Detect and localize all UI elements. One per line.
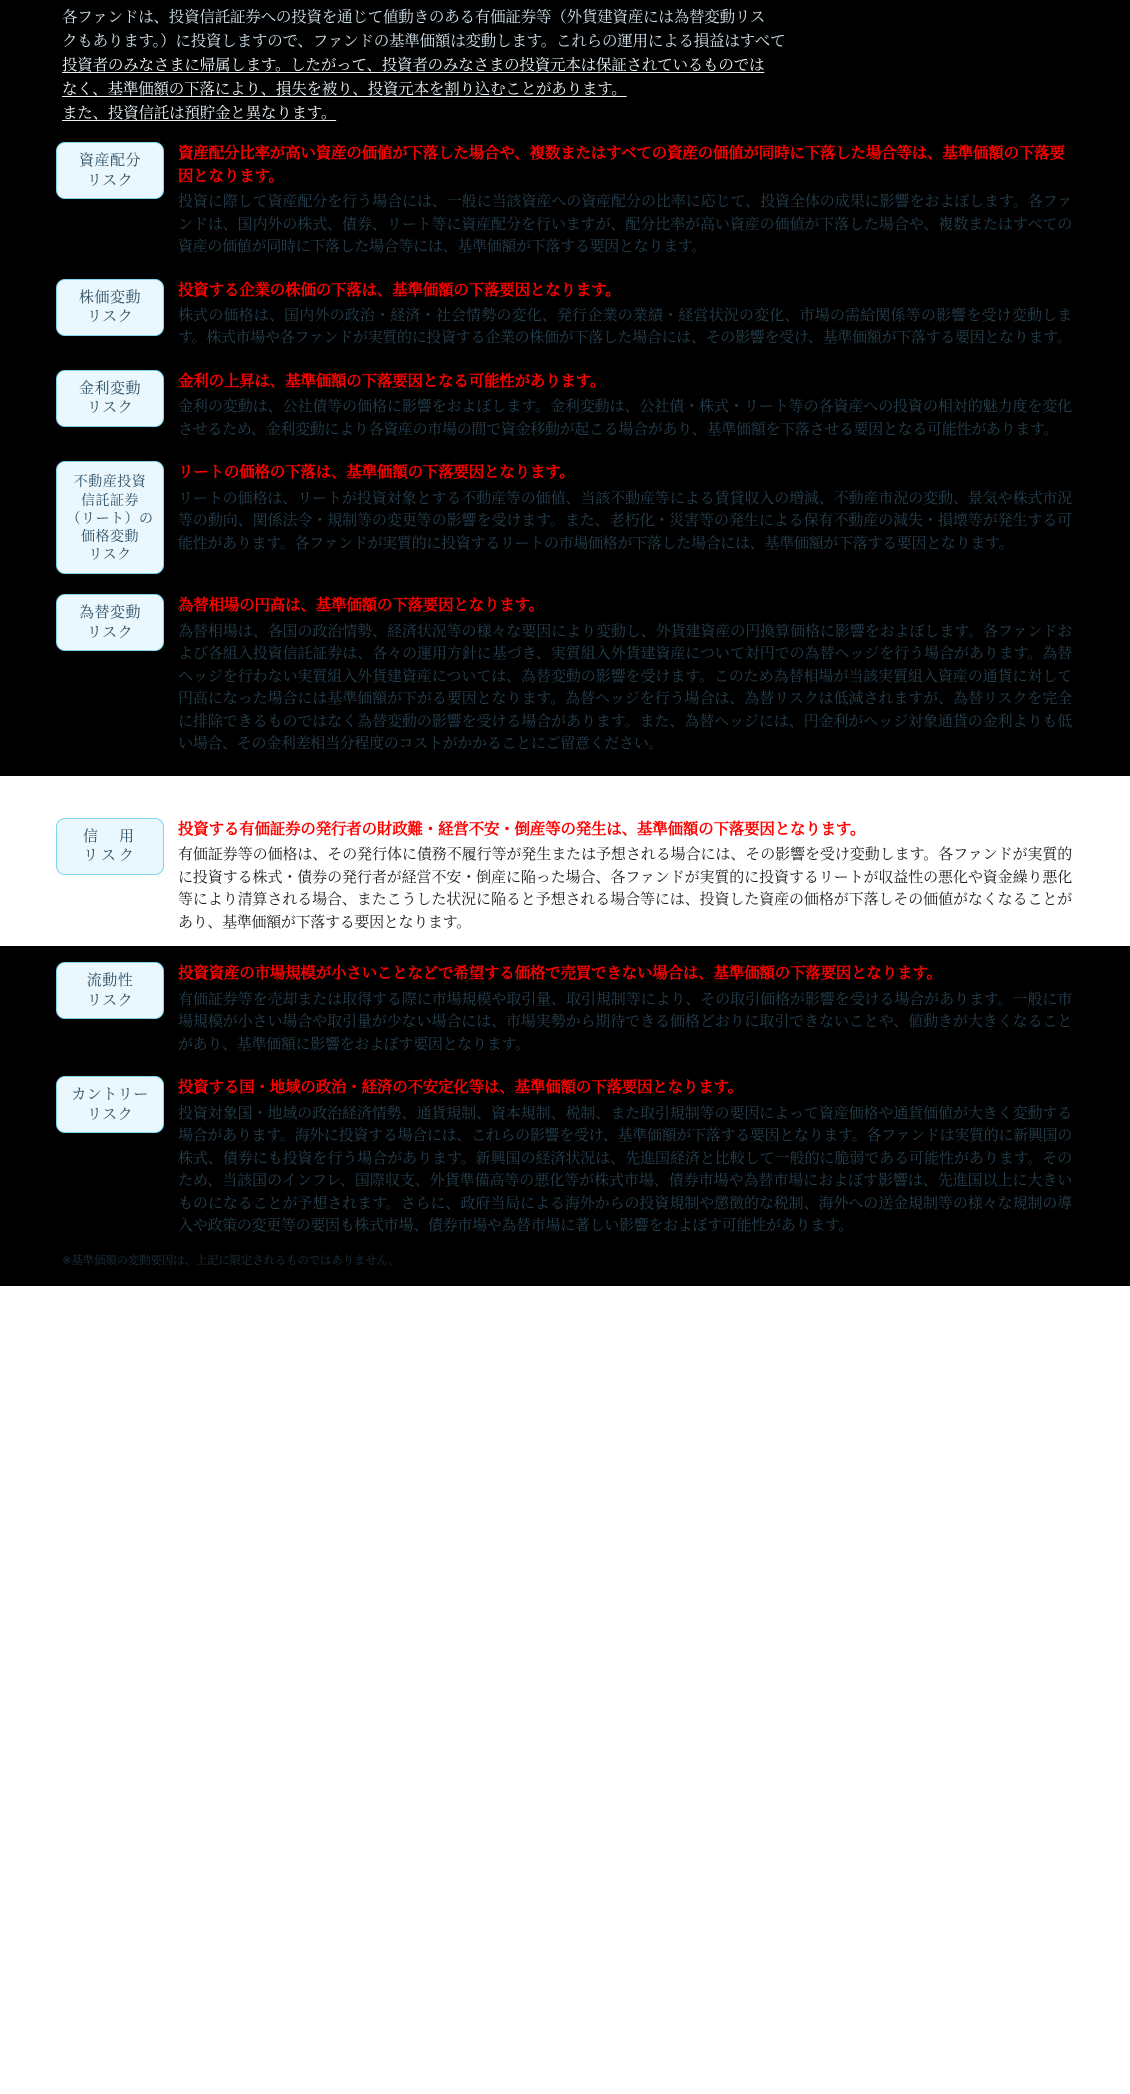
- risk-body: [178, 1076, 1072, 1237]
- risk-detail: 有価証券等の価格は、その発行体に債務不履行等が発生または予想される場合には、その影響を受け変動します。各ファンドが実質的に投資する株式・債券の発行者が経営不安・倒産に陥った場合、各ファンドが実質的に投資するリートが収益性の悪化や資金繰り悪化等により清算される場合、またこうした状況に陥ると予想される場合等には、投資した資産の価格が下落しその価値がなくなることがあり、基準価額が下落する要因となります。: [178, 846, 1072, 931]
- risk-tag-label: 信 用 リスク: [82, 827, 137, 865]
- risk-tag: [56, 370, 164, 427]
- risk-detail: 金利の変動は、公社債等の価格に影響をおよぼします。金利変動は、公社債・株式・リート等の各資産への投資の相対的魅力度を変化させるため、金利変動により各資産の市場の間で資金移動が起こる場合があり、基準価額を下落させる要因となる可能性があります。: [178, 398, 1072, 438]
- risk-tag: [56, 1076, 164, 1133]
- risk-tag-label: 資産配分 リスク: [78, 152, 141, 189]
- intro-line-5: また、投資信託は預貯金と異なります。: [62, 105, 337, 123]
- risk-headline: 金利の上昇は、基準価額の下落要因となる可能性があります。: [178, 372, 606, 390]
- risk-headline: リートの価格の下落は、基準価額の下落要因となります。: [178, 464, 575, 482]
- risk-tag-label: 金利変動 リスク: [78, 379, 141, 417]
- risk-item-price-fluctuation: [0, 269, 1130, 360]
- risk-item-asset-allocation: [0, 132, 1130, 268]
- risk-item-reit-price: [0, 451, 1130, 584]
- risk-detail: 有価証券等を売却または取得する際に市場規模や取引量、取引規制等により、その取引価格が影響を受ける場合があります。一般に市場規模が小さい場合や取引量が少ない場合には、市場実勢から期待できる価格どおりに取引できないことや、値動きが大きくなることがあり、基準価額に影響をおよぼす要因となります。: [178, 990, 1072, 1053]
- risk-tag-label: カントリー リスク: [71, 1086, 149, 1123]
- risk-tag-label: 流動性 リスク: [86, 972, 134, 1009]
- intro-line-3: 投資者のみなさまに帰属します。したがって、投資者のみなさまの投資元本は保証されているものでは: [62, 57, 765, 75]
- risk-tag: [56, 818, 164, 875]
- risk-body: [178, 461, 1072, 555]
- risk-tag: [56, 461, 164, 574]
- risk-body: [178, 142, 1072, 258]
- intro-line-1: 各ファンドは、投資信託証券への投資を通じて値動きのある有価証券等（外貨建資産には為替変動リス: [62, 9, 766, 26]
- risk-detail: 投資に際して資産配分を行う場合には、一般に当該資産への資産配分の比率に応じて、投資全体の成果に影響をおよぼします。各ファンドは、国内外の株式、債券、リート等に資産配分を行いますが、配分比率が高い資産の価値が下落した場合や、複数またはすべての資産の価値が同時に下落した場合等には、基準価額が下落する要因となります。: [178, 193, 1072, 256]
- risk-detail: 投資対象国・地域の政治経済情勢、通貨規制、資本規制、税制、また取引規制等の要因によって資産価格や通貨価値が大きく変動する場合があります。海外に投資する場合には、これらの影響を受け、基準価額が下落する要因となります。各ファンドは実質的に新興国の株式、債券にも投資を行う場合があります。新興国の経済状況は、先進国経済と比較して一般的に脆弱である可能性があります。そのため、当該国のインフレ、国際収支、外貨準備高等の悪化等が株式市場、債券市場や為替市場におよぼす影響は、先進国以上に大きいものになることが予想されます。さらに、政府当局による海外からの投資規制や懲徴的な税制、海外への送金規制等の様々な規制の導入や政策の変更等の要因も株式市場、債券市場や為替市場に著しい影響をおよぼす可能性があります。: [178, 1104, 1072, 1235]
- risk-body: [178, 370, 1072, 441]
- intro-paragraph: [0, 4, 1130, 132]
- risk-item-currency: [0, 584, 1130, 765]
- risk-tag-label: 為替変動 リスク: [78, 604, 141, 641]
- risk-item-country: [0, 1066, 1130, 1247]
- risk-headline: 資産配分比率が高い資産の価値が下落した場合や、複数またはすべての資産の価値が同時に下落した場合等は、基準価額の下落要因となります。: [178, 145, 1065, 185]
- risk-body: [178, 594, 1072, 755]
- intro-line-4: なく、基準価額の下落により、損失を被り、投資元本を割り込むことがあります。: [62, 81, 627, 99]
- intro-line-2: クもあります。）に投資しますので、ファンドの基準価額は変動します。これらの運用による損益はすべて: [62, 33, 786, 51]
- risk-body: [178, 818, 1072, 934]
- risk-tag-label: 不動産投資 信託証券 （リート）の 価格変動 リスク: [66, 473, 154, 563]
- risk-tag: [56, 962, 164, 1019]
- risk-item-liquidity: [0, 952, 1130, 1066]
- risk-headline: 投資する企業の株価の下落は、基準価額の下落要因となります。: [178, 281, 621, 299]
- risk-tag: [56, 142, 164, 199]
- section-divider: [0, 776, 1130, 798]
- risk-item-credit: [0, 808, 1130, 944]
- footnote: ※基準価額の変動要因は、上記に限定されるものではありません。: [62, 1254, 400, 1267]
- risk-tag: [56, 594, 164, 651]
- white-panel-credit-risk: [0, 798, 1130, 946]
- risk-detail: リートの価格は、リートが投資対象とする不動産等の価値、当該不動産等による賃貸収入の増減、不動産市況の変動、景気や株式市況等の動向、関係法令・規制等の変更等の影響を受けます。また、老朽化・災害等の発生による保有不動産の減失・損壊等が発生する可能性があります。各ファンドが実質的に投資するリートの市場価格が下落した場合には、基準価額が下落する要因となります。: [178, 489, 1072, 552]
- risk-item-interest-rate: [0, 360, 1130, 451]
- risk-headline: 投資する有価証券の発行者の財政難・経営不安・倒産等の発生は、基準価額の下落要因となります。: [178, 820, 866, 838]
- risk-body: [178, 962, 1072, 1056]
- dark-panel-top: [0, 0, 1130, 776]
- risk-headline: 投資する国・地域の政治・経済の不安定化等は、基準価額の下落要因となります。: [178, 1079, 743, 1097]
- risk-detail: 株式の価格は、国内外の政治・経済・社会情勢の変化、発行企業の業績・経営状況の変化、市場の需給関係等の影響を受け変動します。株式市場や各ファンドが実質的に投資する企業の株価が下落した場合には、その影響を受け、基準価額が下落する要因となります。: [178, 306, 1072, 347]
- dark-panel-bottom: [0, 946, 1130, 1285]
- risk-detail: 為替相場は、各国の政治情勢、経済状況等の様々な要因により変動し、外貨建資産の円換算価格に影響をおよぼします。各ファンドおよび各組入投資信託証券は、各々の運用方針に基づき、実質組入外貨建資産について対円での為替ヘッジを行う場合があります。為替ヘッジを行わない実質組入外貨建資産については、為替変動の影響を受けます。このため為替相場が当該実質組入資産の通貨に対して円高になった場合には基準価額が下がる要因となります。為替ヘッジを行う場合は、為替リスクは低減されますが、為替リスクを完全に排除できるものではなく為替変動の影響を受ける場合があります。また、為替ヘッジには、円金利がヘッジ対象通貨の金利よりも低い場合、その金利差相当分程度のコストがかかることにご留意ください。: [178, 622, 1072, 753]
- risk-headline: 投資資産の市場規模が小さいことなどで希望する価格で売買できない場合は、基準価額の下落要因となります。: [178, 965, 942, 983]
- risk-tag-label: 株価変動 リスク: [78, 288, 141, 326]
- risk-headline: 為替相場の円高は、基準価額の下落要因となります。: [178, 597, 544, 615]
- risk-body: [178, 279, 1072, 350]
- risk-tag: [56, 279, 164, 336]
